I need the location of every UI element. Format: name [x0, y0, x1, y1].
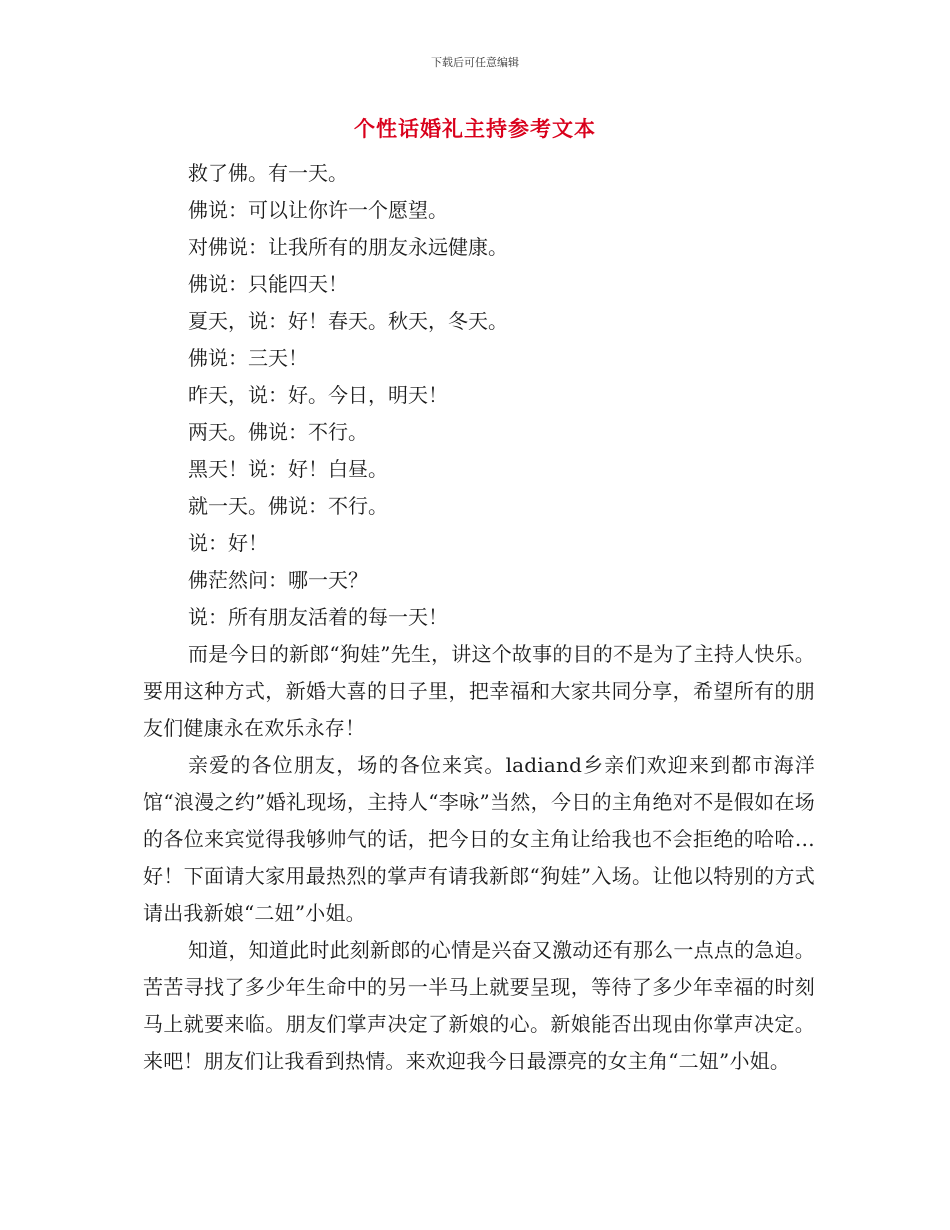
text-line: 两天。佛说：不行。 [188, 420, 368, 444]
header-note: 下载后可任意编辑 [431, 56, 519, 69]
text-line: 佛茫然问：哪一天？ [188, 568, 368, 592]
text-line: 就一天。佛说：不行。 [188, 494, 388, 518]
document-body [143, 155, 815, 1080]
paragraph-welcome: 亲爱的各位朋友，场的各位来宾。ladiand乡亲们欢迎来到都市海洋馆“浪漫之约”婚礼现场，主持人“李咏”当然，今日的主角绝对不是假如在场的各位来宾觉得我够帅气的话，把今日的女主角让给我也不会拒绝的哈哈…好！下面请大家用最热烈的掌声有请我新郎“狗娃”入场。让他以特别的方式请出我新娘“二妞”小姐。 [143, 753, 815, 925]
text-line: 对佛说：让我所有的朋友永远健康。 [188, 235, 508, 259]
text-line: 佛说：只能四天！ [188, 272, 348, 296]
text-line: 佛说：可以让你许一个愿望。 [188, 198, 448, 222]
text-line: 夏天，说：好！春天。秋天，冬天。 [188, 309, 508, 333]
paragraph-groom-story: 而是今日的新郎“狗娃”先生，讲这个故事的目的不是为了主持人快乐。要用这种方式，新婚大喜的日子里，把幸福和大家共同分享，希望所有的朋友们健康永在欢乐永存！ [143, 642, 815, 740]
text-line: 昨天，说：好。今日，明天！ [188, 383, 448, 407]
text-line: 佛说：三天！ [188, 346, 308, 370]
text-line: 说：所有朋友活着的每一天！ [188, 605, 448, 629]
text-line: 救了佛。有一天。 [188, 161, 348, 185]
document-title: 个性话婚礼主持参考文本 [354, 116, 596, 141]
paragraph-bride-entrance: 知道，知道此时此刻新郎的心情是兴奋又激动还有那么一点点的急迫。苦苦寻找了多少年生命中的另一半马上就要呈现，等待了多少年幸福的时刻马上就要来临。朋友们掌声决定了新娘的心。新娘能否出现由你掌声决定。来吧！朋友们让我看到热情。来欢迎我今日最漂亮的女主角“二妞”小姐。 [143, 938, 815, 1073]
text-line: 黑天！说：好！白昼。 [188, 457, 388, 481]
text-line: 说：好！ [188, 531, 268, 555]
